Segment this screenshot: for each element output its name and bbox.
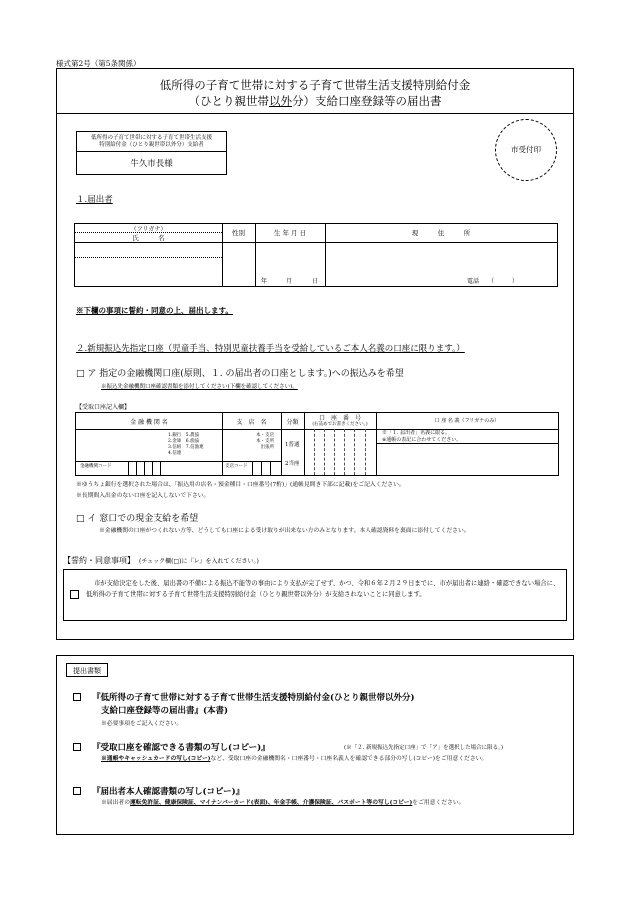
branch-code-label: 支店コード	[225, 464, 248, 469]
yucho-note: ※ゆうちょ銀行を選択された場合は、「振込用の店名・預金種目・口座番号(7桁)」(通帳見開き下部に記載)をご記入ください。	[76, 482, 405, 488]
option-i-note: ※金融機関の口座がつくれない方等、どうしても口座による受け取りが出来ない方のみとなります。本人確認資料を裏面に添付してください。	[99, 528, 470, 534]
phone-label: 電話 （ ）	[467, 278, 519, 285]
long-term-note: ※長期間入出金のない口座を記入しないで下さい。	[76, 493, 210, 499]
pledge-checkbox[interactable]	[70, 590, 79, 599]
addressee-small: 低所得の子育て世帯に対する子育て世帯生活支援 特別給付金（ひとり親世帯以外分）支給者	[90, 135, 212, 148]
bank-code-label: 金融機関コード	[80, 464, 112, 469]
bank-table-label: 【受取口座記入欄】	[76, 404, 131, 411]
address-label: 現 住 所	[411, 229, 471, 237]
submit-item2-title: 『受取口座を確認できる書類の写し(コピー)』	[92, 743, 270, 753]
reception-stamp-area	[495, 119, 557, 181]
submit-item1-title: 『低所得の子育て世帯に対する子育て世帯生活支援特別給付金(ひとり親世帯以外分)	[92, 693, 415, 703]
submit-item1-checkbox[interactable]	[73, 693, 81, 701]
name-label: 氏 名	[132, 234, 165, 242]
submit-item2-checkbox[interactable]	[73, 743, 81, 751]
dob-label: 生 年 月 日	[273, 229, 307, 237]
option-a-note: ※振込先金融機関口座確認書類を添付してください(下欄を確認してください)。	[101, 384, 298, 390]
option-i[interactable]: □ イ 窓口での現金支給を希望	[76, 514, 199, 524]
holder-note: ※「１. 届出者」名義に限る。 ※通帳の表記に合わせてください。	[382, 430, 462, 443]
pledge-text: 市が支給決定をした後、届出書の不備による振込不能等の事由により支払が完了せず、かつ、令和６年２月２９日までに、市が届出者に連絡・確認できない場合に、低所得の子育て世帯に対する子育て世帯生活支援特別給付金（ひとり親世帯以外分）が支給されないことに同意します。	[86, 580, 560, 598]
title-line-2: （ひとり親世帯以外分）支給口座登録等の届出書	[188, 94, 442, 108]
submit-item3-note: ※届出者の運転免許証、健康保険証、マイナンバーカード(表面)、年金手帳、介護保険証、パスポート等の写し(コピー)をご用意ください。	[101, 800, 465, 806]
submit-item2-note: ※通帳やキャッシュカードの写し(コピー)など、受取口座の金融機関名・口座番号・口座名義人を確認できる部分の写し(コピー)をご用意ください。	[101, 756, 488, 762]
addressee-name: 牛久市長様	[130, 159, 173, 169]
addressee-box	[76, 131, 227, 175]
submission-heading: 提出書類	[73, 667, 101, 675]
bank-type-list: 1.銀行 5.農協 2.金庫 6.漁協 3.信組 7.信漁連 4.信連	[168, 433, 204, 456]
submit-item1-note: ※必要事項をご記入ください。	[101, 721, 183, 727]
pledge-heading: 【誓約・同意事項】 (チェック欄(□)に『レ』を入れてください。)	[63, 556, 259, 565]
submit-item1-title-2: 支給口座登録等の届出書』(本書)	[101, 706, 229, 716]
option-a[interactable]: □ ア 指定の金融機関口座(原則、１. の届出者の口座とします。)への振込みを希望	[76, 369, 404, 379]
bank-account-table: 金 融 機 関 名 支 店 名 分類 口 座 番 号 (右詰めでお書きください。) 口 座 名 義（フリガナのみ） 1.銀行 5.農協 2.金庫 6.漁協 3.信組 7.信漁連 4.信連 本・支店 本・支所 出張所 1普通 2当座 金融機関コード 支店コード ※「１. 届出者」名義に限る。 ※通帳の表記に合わせてください。	[75, 412, 559, 476]
submit-item2-condition: (※「２. 新規振込先指定口座」で「ア」を選択した場合に限る。)	[344, 745, 504, 751]
section2-heading: ２.新規振込先指定口座（児童手当、特別児童扶養手当を受給しているご本人名義の口座に限ります。）	[76, 344, 465, 354]
pledge-note: ※下欄の事項に誓約・同意の上、届出します。	[76, 306, 233, 315]
title-line-1: 低所得の子育て世帯に対する子育て世帯生活支援特別給付金	[159, 78, 471, 92]
submit-item3-checkbox[interactable]	[73, 787, 81, 795]
main-form-frame	[56, 68, 574, 640]
pledge-box	[63, 569, 567, 621]
furigana-label: （フリガナ）	[130, 226, 167, 233]
form-number: 様式第2号（第5条関係）	[56, 59, 141, 68]
applicant-table: （フリガナ） 氏 名 性別 生 年 月 日 現 住 所 年 月 日 電話 （ ）	[74, 223, 558, 287]
submission-heading-box	[66, 663, 108, 677]
title-divider	[57, 113, 573, 114]
submit-item3-title: 『届出者本人確認書類の写し(コピー)』	[92, 787, 245, 797]
sex-label: 性別	[232, 229, 245, 237]
reception-stamp-label: 市受付印	[511, 145, 541, 154]
submission-documents-box	[56, 655, 574, 835]
section1-heading: １.届出者	[76, 195, 113, 205]
branch-type-list: 本・支店 本・支所 出張所	[256, 433, 274, 450]
